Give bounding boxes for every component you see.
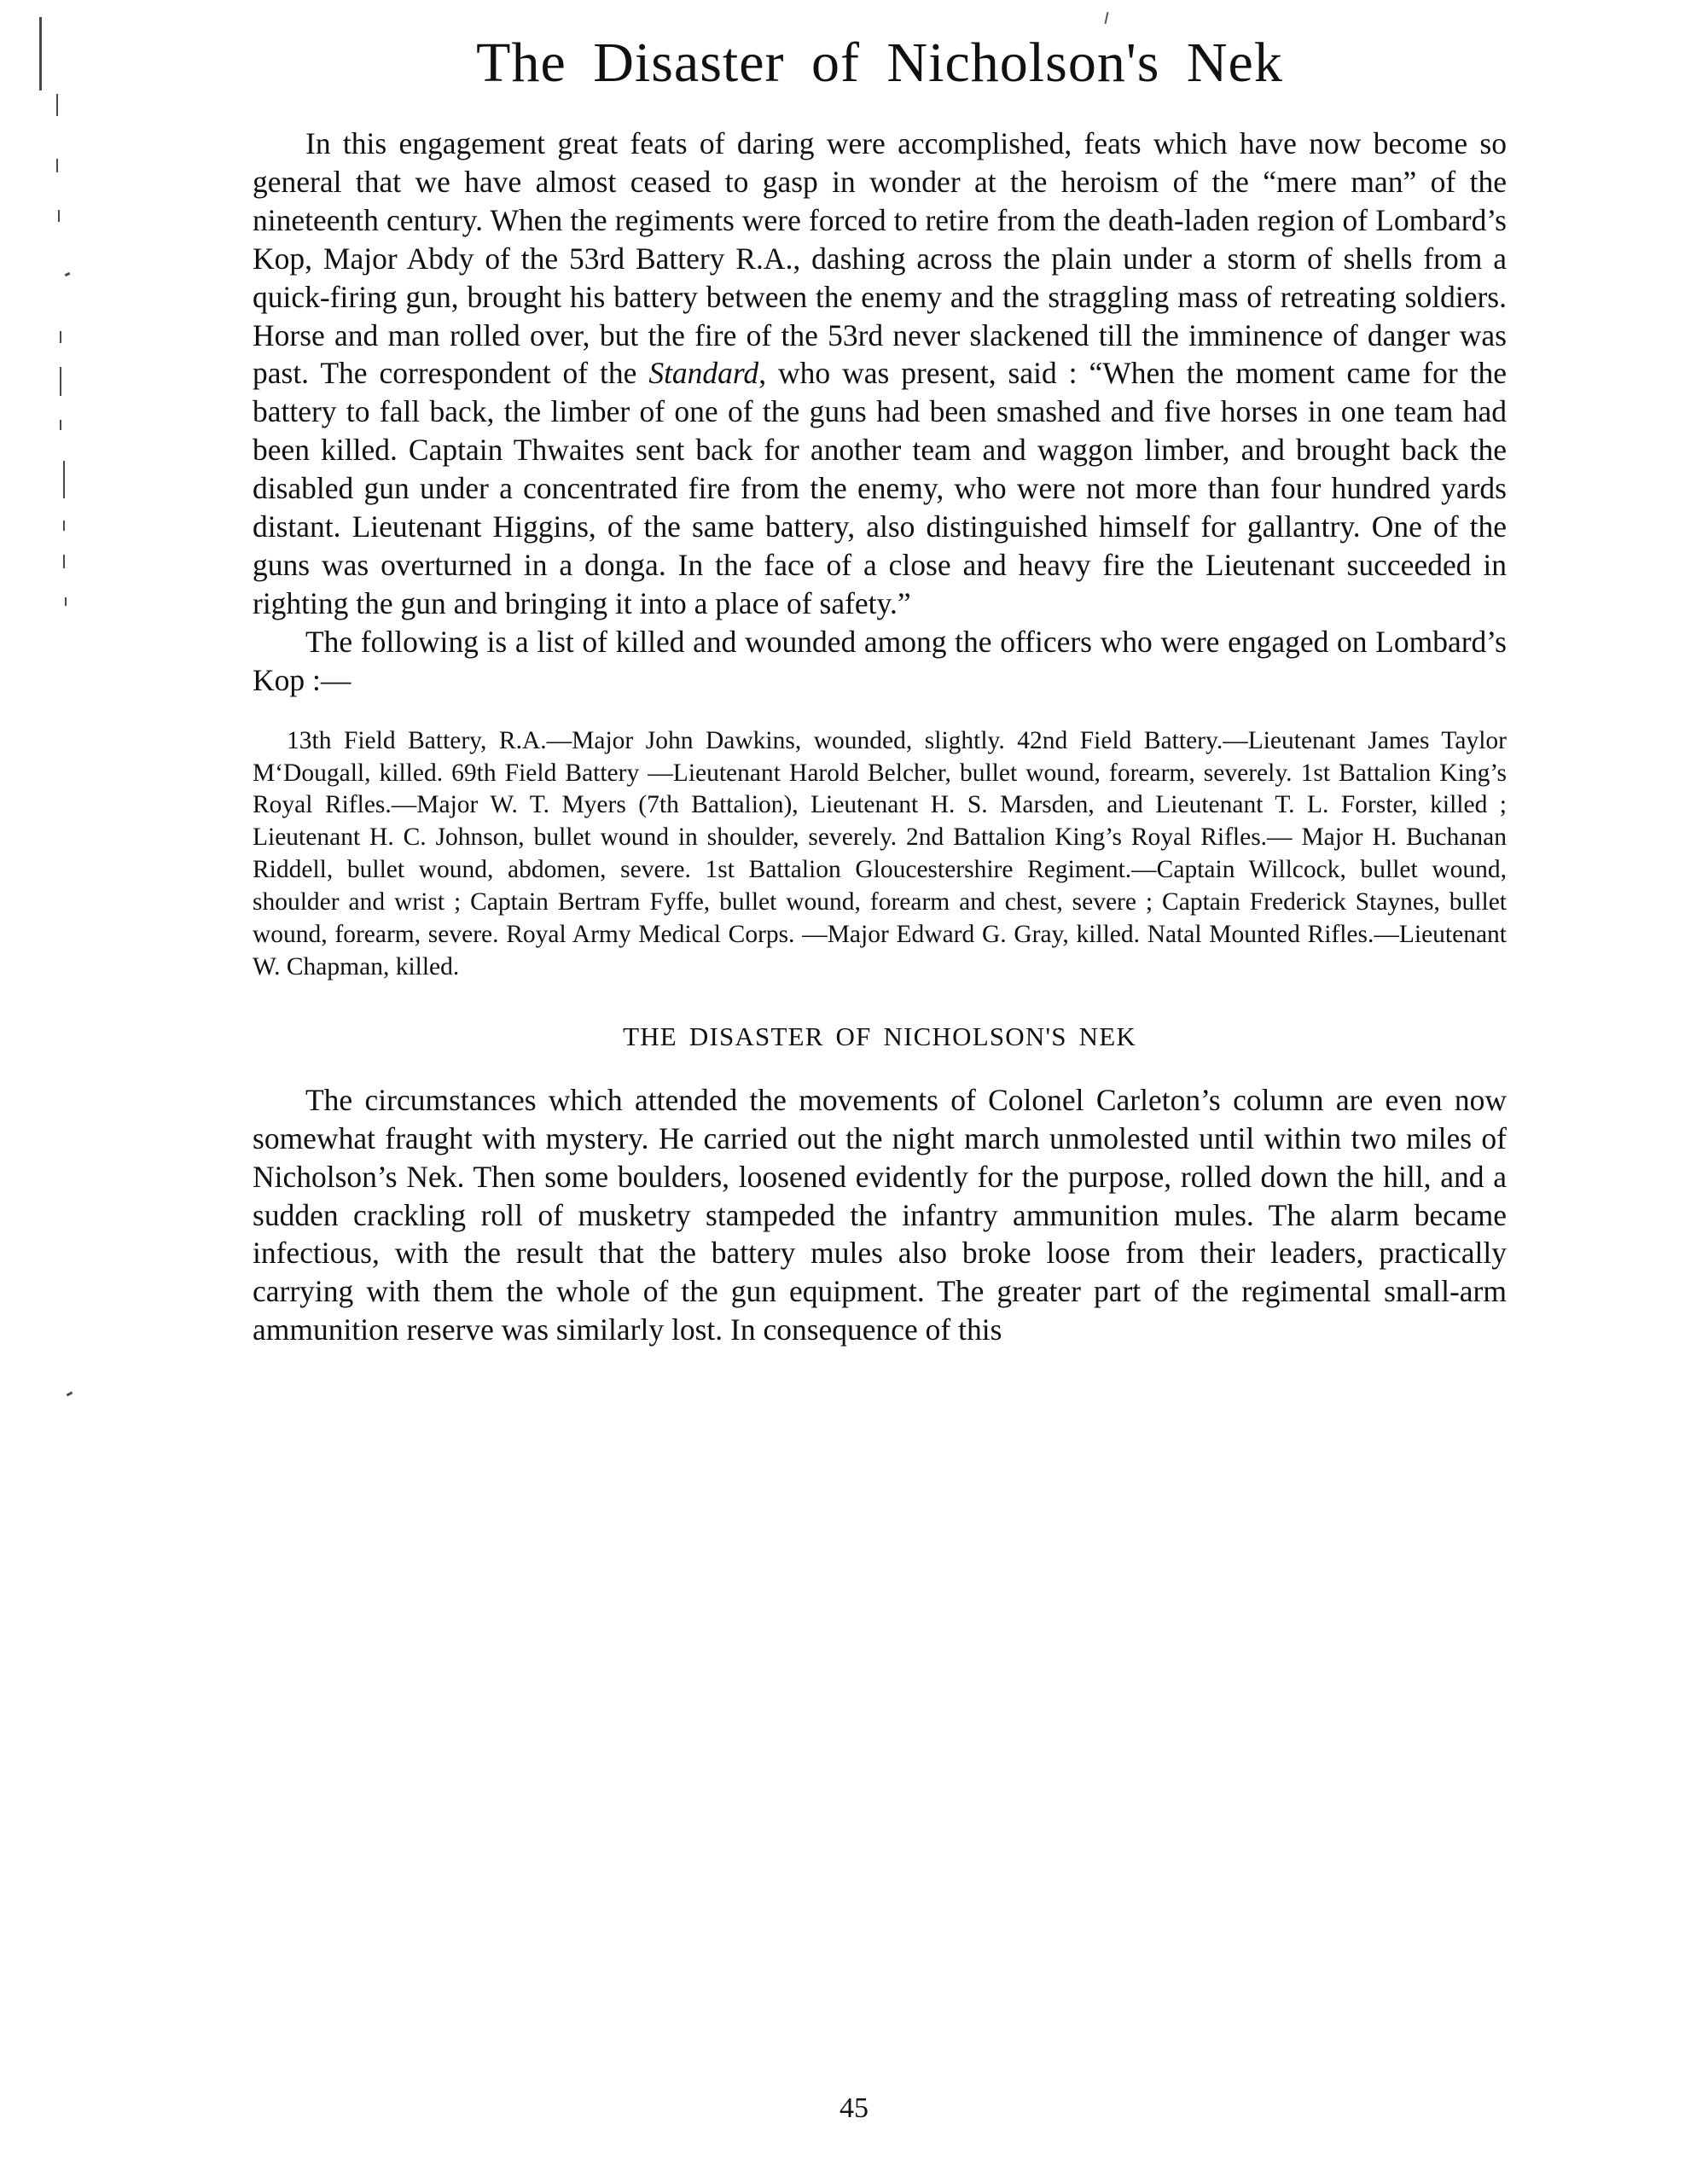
paragraph-engagement-part1: In this engagement great feats of daring were accomplished, feats which have now become so general that we have almost ceased to gasp in wonder at the heroism of the “mere man” of the nineteenth century. When the regiments were forced to retire from the death-laden region of Lombard’s Kop, Major Abdy of the 53rd Battery R.A., dashing across the plain under a storm of shells from a quick-firing gun, brought his battery between the enemy and the straggling mass of retreating soldiers. Horse and man rolled over, but the fire of the 53rd never slackened till the imminence of danger was past. The correspondent of the: [253, 126, 1507, 391]
scan-margin-marks: [38, 0, 63, 2182]
paragraph-list-intro: The following is a list of killed and wounded among the officers who were engaged on Lombard’s Kop :—: [253, 624, 1507, 697]
casualty-list: [253, 725, 1507, 984]
paragraph-engagement-part2: , who was present, said : “When the moment came for the battery to fall back, the limber of one of the guns had been smashed and five horses in one team had been killed. Captain Thwaites sent back for another team and waggon limber, and brought back the disabled gun under a concentrated fire from the enemy, who were not more than four hundred yards distant. Lieutenant Higgins, of the same battery, also distinguished himself for gallantry. One of the guns was overturned in a donga. In the face of a close and heavy fire the Lieutenant succeeded in righting the gun and bringing it into a place of safety.”: [253, 356, 1507, 620]
paragraph-circumstances: The circumstances which attended the movements of Colonel Carleton’s column are even now somewhat fraught with mystery. He carried out the night march unmolested until within two miles of Nicholson’s Nek. Then some boulders, loosened evidently for the purpose, rolled down the hill, and a sudden crackling roll of musketry stampeded the infantry ammunition mules. The alarm became infectious, with the result that the battery mules also broke loose from their leaders, practically carrying with them the whole of the gun equipment. The greater part of the regimental small-arm ammunition reserve was similarly lost. In consequence of this: [253, 1082, 1507, 1347]
page-number: 45: [839, 2092, 869, 2124]
paragraph-engagement: [253, 125, 1507, 623]
casualty-list-text: 13th Field Battery, R.A.—Major John Dawkins, wounded, slightly. 42nd Field Battery.—Lieutenant James Taylor M‘Dougall, killed. 69th Field Battery —Lieutenant Harold Belcher, bullet wound, forearm, severely. 1st Battalion King’s Royal Rifles.—Major W. T. Myers (7th Battalion), Lieutenant H. S. Marsden, and Lieutenant T. L. Forster, killed ; Lieutenant H. C. Johnson, bullet wound in shoulder, severely. 2nd Battalion King’s Royal Rifles.— Major H. Buchanan Riddell, bullet wound, abdomen, severe. 1st Battalion Gloucestershire Regiment.—Captain Willcock, bullet wound, shoulder and wrist ; Captain Bertram Fyffe, bullet wound, forearm and chest, severe ; Captain Frederick Staynes, bullet wound, forearm, severe. Royal Army Medical Corps. —Major Edward G. Gray, killed. Natal Mounted Rifles.—Lieutenant W. Chapman, killed.: [253, 726, 1507, 980]
page-title: The Disaster of Nicholson's Nek: [476, 32, 1283, 94]
page-content: [253, 0, 1507, 1349]
section-heading: THE DISASTER OF NICHOLSON'S NEK: [623, 1021, 1136, 1051]
standard-italic: Standard: [648, 356, 759, 391]
